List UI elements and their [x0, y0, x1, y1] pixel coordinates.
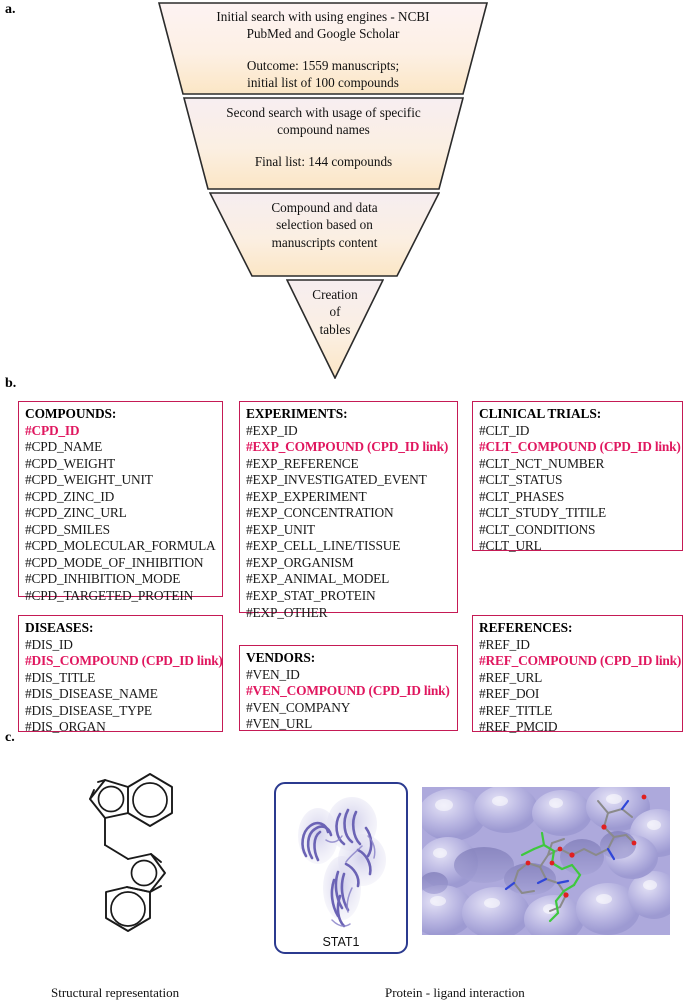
panel-label-c: c.: [5, 730, 15, 745]
panel-c-content: [0, 742, 689, 999]
entity-field: #CLT_STATUS: [479, 472, 563, 488]
panel-label-b: b.: [5, 376, 17, 391]
entity-field: #EXP_INVESTIGATED_EVENT: [246, 472, 427, 488]
entity-title-vendors: VENDORS:: [246, 650, 316, 665]
entity-field: #CLT_NCT_NUMBER: [479, 455, 605, 471]
funnel-seg1-result1: Outcome: 1559 manuscripts;: [246, 57, 400, 73]
entity-field: #EXP_CELL_LINE/TISSUE: [246, 538, 401, 554]
funnel-seg4-line3: tables: [319, 321, 351, 337]
entity-field: #DIS_DISEASE_TYPE: [25, 702, 152, 718]
entity-field: #REF_PMCID: [479, 719, 558, 735]
entity-field: #CLT_CONDITIONS: [479, 521, 596, 537]
entity-field: #CPD_ZINC_URL: [25, 505, 127, 521]
entity-field: #CPD_NAME: [25, 439, 103, 455]
entity-title-diseases: DISEASES:: [25, 620, 94, 635]
entity-field: #CPD_WEIGHT_UNIT: [25, 472, 153, 488]
entity-field: #CLT_ID: [479, 422, 530, 438]
entity-field: #CPD_MOLECULAR_FORMULA: [25, 538, 216, 554]
funnel-segment-initial-search: [158, 2, 488, 95]
entity-field: #EXP_ID: [246, 422, 298, 438]
funnel-segment-compound-selection: [209, 192, 440, 277]
database-schema-diagram: [0, 392, 689, 737]
entity-title-experiments: EXPERIMENTS:: [246, 406, 348, 421]
entity-field: #VEN_COMPANY: [246, 699, 351, 715]
entity-field: #EXP_UNIT: [246, 521, 315, 537]
entity-field: #REF_DOI: [479, 686, 540, 702]
funnel-seg3-line2: selection based on: [276, 217, 373, 233]
panel-label-a: a.: [5, 2, 16, 17]
entity-field: #EXP_ANIMAL_MODEL: [246, 571, 390, 587]
funnel-segment-2-text: [183, 104, 464, 170]
entity-field: #EXP_OTHER: [246, 604, 328, 620]
funnel-segment-second-search: [183, 97, 464, 190]
entity-box-references: [472, 615, 683, 735]
entity-field: #CPD_SMILES: [25, 521, 110, 537]
entity-field: #DIS_ORGAN: [25, 719, 106, 735]
funnel-segment-3-text: [209, 199, 440, 251]
entity-field: #EXP_STAT_PROTEIN: [246, 588, 376, 604]
entity-field: #VEN_URL: [246, 716, 313, 732]
entity-field-key: #CLT_COMPOUND (CPD_ID link): [479, 439, 681, 455]
molecule-svg: [24, 747, 229, 957]
entity-field: #REF_TITLE: [479, 702, 553, 718]
entity-field: #EXP_ORGANISM: [246, 554, 354, 570]
funnel-seg3-line3: manuscripts content: [271, 234, 378, 250]
entity-box-compounds: [18, 401, 223, 604]
protein-ligand-interaction-render: [422, 787, 670, 935]
stat1-protein-card: [274, 782, 408, 954]
funnel-seg1-line2: PubMed and Google Scholar: [246, 26, 400, 42]
entity-title-references: REFERENCES:: [479, 620, 573, 635]
entity-field: #EXP_EXPERIMENT: [246, 488, 367, 504]
entity-box-diseases: [18, 615, 223, 735]
funnel-segment-1-text: [158, 8, 488, 92]
entity-field: #EXP_REFERENCE: [246, 455, 359, 471]
entity-title-compounds: COMPOUNDS:: [25, 406, 117, 421]
entity-field: #REF_ID: [479, 636, 530, 652]
funnel-seg3-line1: Compound and data: [271, 200, 378, 215]
entity-field: #CLT_PHASES: [479, 488, 565, 504]
entity-field-key: #VEN_COMPOUND (CPD_ID link): [246, 683, 450, 699]
funnel-segment-4-text: [286, 286, 384, 338]
funnel-seg4-line2: of: [329, 304, 341, 320]
chemical-structure-diagram: [24, 747, 229, 957]
entity-field-key: #EXP_COMPOUND (CPD_ID link): [246, 439, 449, 455]
stat1-label: STAT1: [322, 935, 360, 949]
funnel-seg4-line1: Creation: [312, 287, 358, 302]
funnel-seg1-result2: initial list of 100 compounds: [247, 75, 399, 91]
entity-field: #CPD_INHIBITION_MODE: [25, 571, 181, 587]
entity-field-key: #REF_COMPOUND (CPD_ID link): [479, 653, 682, 669]
entity-field: #VEN_ID: [246, 666, 300, 682]
entity-field: #CPD_ZINC_ID: [25, 488, 115, 504]
funnel-segment-creation-of-tables: [286, 279, 384, 379]
entity-box-clinical-trials: [472, 401, 683, 554]
entity-title-clinical-trials: CLINICAL TRIALS:: [479, 406, 602, 421]
entity-box-experiments: [239, 401, 458, 620]
entity-field: #CPD_WEIGHT: [25, 455, 116, 471]
entity-field: #DIS_DISEASE_NAME: [25, 686, 158, 702]
entity-box-vendors: [239, 645, 458, 731]
funnel-seg2-result1: Final list: 144 compounds: [254, 153, 393, 169]
funnel-seg2-line1: Second search with usage of specific: [226, 105, 421, 120]
entity-field: #EXP_CONCENTRATION: [246, 505, 394, 521]
interaction-caption: Protein - ligand interaction: [385, 985, 525, 1000]
entity-field: #REF_URL: [479, 669, 543, 685]
pli-svg: [422, 787, 670, 935]
entity-field: #CLT_STUDY_TITILE: [479, 505, 607, 521]
search-funnel-diagram: [0, 0, 689, 382]
entity-field: #DIS_TITLE: [25, 669, 96, 685]
structure-caption: Structural representation: [51, 985, 180, 1000]
funnel-seg2-line2: compound names: [277, 122, 370, 138]
stat1-protein-render: [276, 784, 406, 952]
entity-field-key: #CPD_ID: [25, 422, 80, 438]
funnel-seg1-line1: Initial search with using engines - NCBI: [216, 9, 430, 24]
entity-field: #DIS_ID: [25, 636, 73, 652]
entity-field: #CLT_URL: [479, 538, 542, 554]
entity-field: #CPD_MODE_OF_INHIBITION: [25, 554, 204, 570]
entity-field: #CPD_TARGETED_PROTEIN: [25, 588, 194, 604]
entity-field-key: #DIS_COMPOUND (CPD_ID link): [25, 653, 223, 669]
